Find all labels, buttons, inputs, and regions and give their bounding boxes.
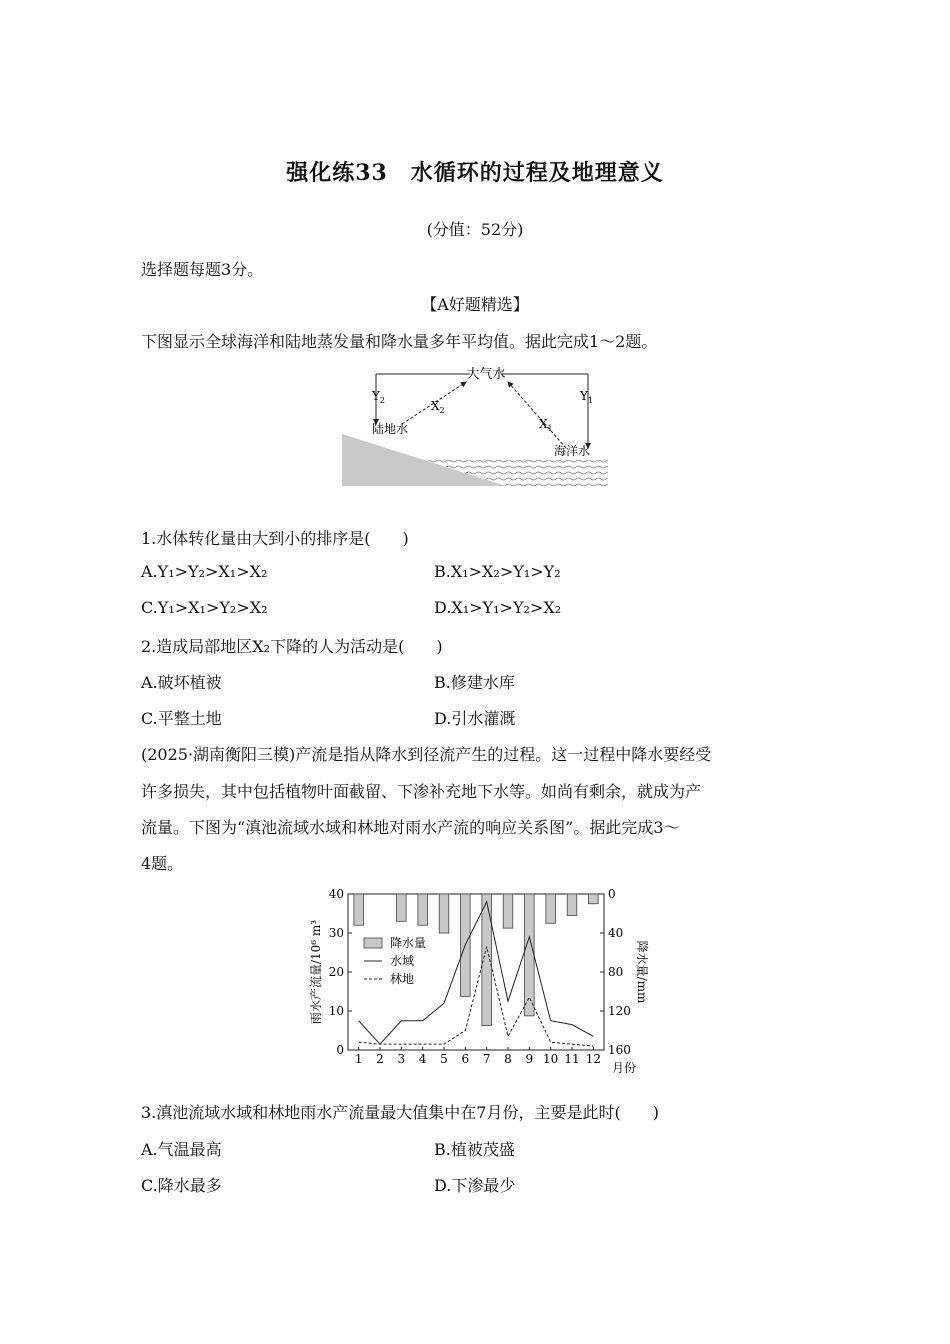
page-title: 强化练33 水循环的过程及地理意义 <box>286 160 664 186</box>
x-axis-unit: 月份 <box>612 1061 637 1074</box>
x-tick-label-6: 6 <box>461 1052 470 1066</box>
left-tick-label-10: 10 <box>328 1004 344 1018</box>
left-tick-label-0: 0 <box>336 1043 344 1057</box>
section-heading: 【A好题精选】 <box>421 295 529 314</box>
legend-label-forest: 林地 <box>390 972 415 986</box>
land-water-label: 陆地水 <box>372 422 409 436</box>
water-cycle-diagram <box>336 362 616 492</box>
group2-line-2: 许多损失，其中包括植物叶面截留、下渗补充地下水等。如尚有剩余，就成为产 <box>141 782 702 801</box>
q1-option-d[interactable]: D.X₁>Y₁>Y₂>X₂ <box>434 598 562 617</box>
right-tick-label-120: 120 <box>608 1004 631 1018</box>
q1-option-b[interactable]: B.X₁>X₂>Y₁>Y₂ <box>434 562 561 581</box>
precip-bar-8 <box>503 894 513 928</box>
y2-label: $Y_2$ <box>372 389 386 405</box>
q2-stem: 2.造成局部地区X₂下降的人为活动是( ) <box>141 637 443 656</box>
q1-stem: 1.水体转化量由大到小的排序是( ) <box>141 529 409 548</box>
q2-option-b[interactable]: B.修建水库 <box>434 673 515 692</box>
q2-option-c[interactable]: C.平整土地 <box>141 709 222 728</box>
x1-arrow <box>508 382 566 448</box>
precip-bar-5 <box>439 894 449 933</box>
group2-line-1: (2025·湖南衡阳三模)产流是指从降水到径流产生的过程。这一过程中降水要经受 <box>141 745 712 764</box>
x-tick-label-2: 2 <box>376 1052 384 1066</box>
x-tick-label-9: 9 <box>525 1052 534 1066</box>
x-tick-label-7: 7 <box>482 1052 491 1066</box>
right-tick-label-80: 80 <box>608 965 624 979</box>
x-tick-label-8: 8 <box>504 1052 512 1066</box>
x-tick-label-1: 1 <box>354 1052 363 1066</box>
precip-bar-9 <box>525 894 535 1016</box>
x1-label: $X_1$ <box>539 417 553 433</box>
x-tick-label-10: 10 <box>543 1052 559 1066</box>
q3-option-a[interactable]: A.气温最高 <box>141 1140 222 1159</box>
x-tick-label-3: 3 <box>397 1052 406 1066</box>
legend-label-precip: 降水量 <box>390 936 427 950</box>
precip-bar-12 <box>589 894 599 904</box>
q3-stem: 3.滇池流域水域和林地雨水产流量最大值集中在7月份，主要是此时( ) <box>141 1103 659 1122</box>
left-axis-title: 雨水产流量/10⁶ m³ <box>309 919 323 1025</box>
left-tick-label-20: 20 <box>328 965 344 979</box>
legend-label-water: 水域 <box>390 954 415 968</box>
right-tick-label-160: 160 <box>608 1043 631 1057</box>
atmosphere-label: 大气水 <box>466 367 506 382</box>
precip-bar-11 <box>567 894 577 915</box>
runoff-chart <box>300 884 660 1074</box>
left-tick-label-40: 40 <box>328 887 344 901</box>
right-tick-label-0: 0 <box>608 887 616 901</box>
left-tick-label-30: 30 <box>328 926 344 940</box>
precip-bar-1 <box>354 894 364 925</box>
x-tick-label-4: 4 <box>418 1052 427 1066</box>
right-tick-label-40: 40 <box>608 926 624 940</box>
group2-line-4: 4题。 <box>141 854 184 873</box>
group1-stem: 下图显示全球海洋和陆地蒸发量和降水量多年平均值。据此完成1～2题。 <box>141 332 658 351</box>
intro-text: 选择题每题3分。 <box>141 260 264 279</box>
q1-option-a[interactable]: A.Y₁>Y₂>X₁>X₂ <box>141 562 268 581</box>
q3-option-b[interactable]: B.植被茂盛 <box>434 1140 515 1159</box>
group2-line-3: 流量。下图为“滇池流域水域和林地对雨水产流的响应关系图”。据此完成3～ <box>141 818 680 837</box>
x-tick-label-11: 11 <box>564 1052 580 1066</box>
q1-option-c[interactable]: C.Y₁>X₁>Y₂>X₂ <box>141 598 268 617</box>
y1-label: $Y_1$ <box>580 389 594 405</box>
score-note: (分值：52分) <box>426 220 524 239</box>
precip-bar-10 <box>546 894 556 923</box>
q3-option-d[interactable]: D.下渗最少 <box>434 1176 516 1195</box>
right-axis-title: 降水量/mm <box>635 940 649 1004</box>
q2-option-d[interactable]: D.引水灌溉 <box>434 709 516 728</box>
precip-bar-4 <box>418 894 428 925</box>
x-tick-label-5: 5 <box>440 1052 448 1066</box>
plot-frame <box>348 894 604 1050</box>
q2-option-a[interactable]: A.破坏植被 <box>141 673 222 692</box>
q3-option-c[interactable]: C.降水最多 <box>141 1176 222 1195</box>
precip-bar-3 <box>397 894 407 921</box>
legend-swatch-precip <box>364 938 382 948</box>
x-tick-label-12: 12 <box>585 1052 601 1066</box>
ocean-water-label: 海洋水 <box>554 444 591 458</box>
x2-label: $X_2$ <box>431 399 445 415</box>
